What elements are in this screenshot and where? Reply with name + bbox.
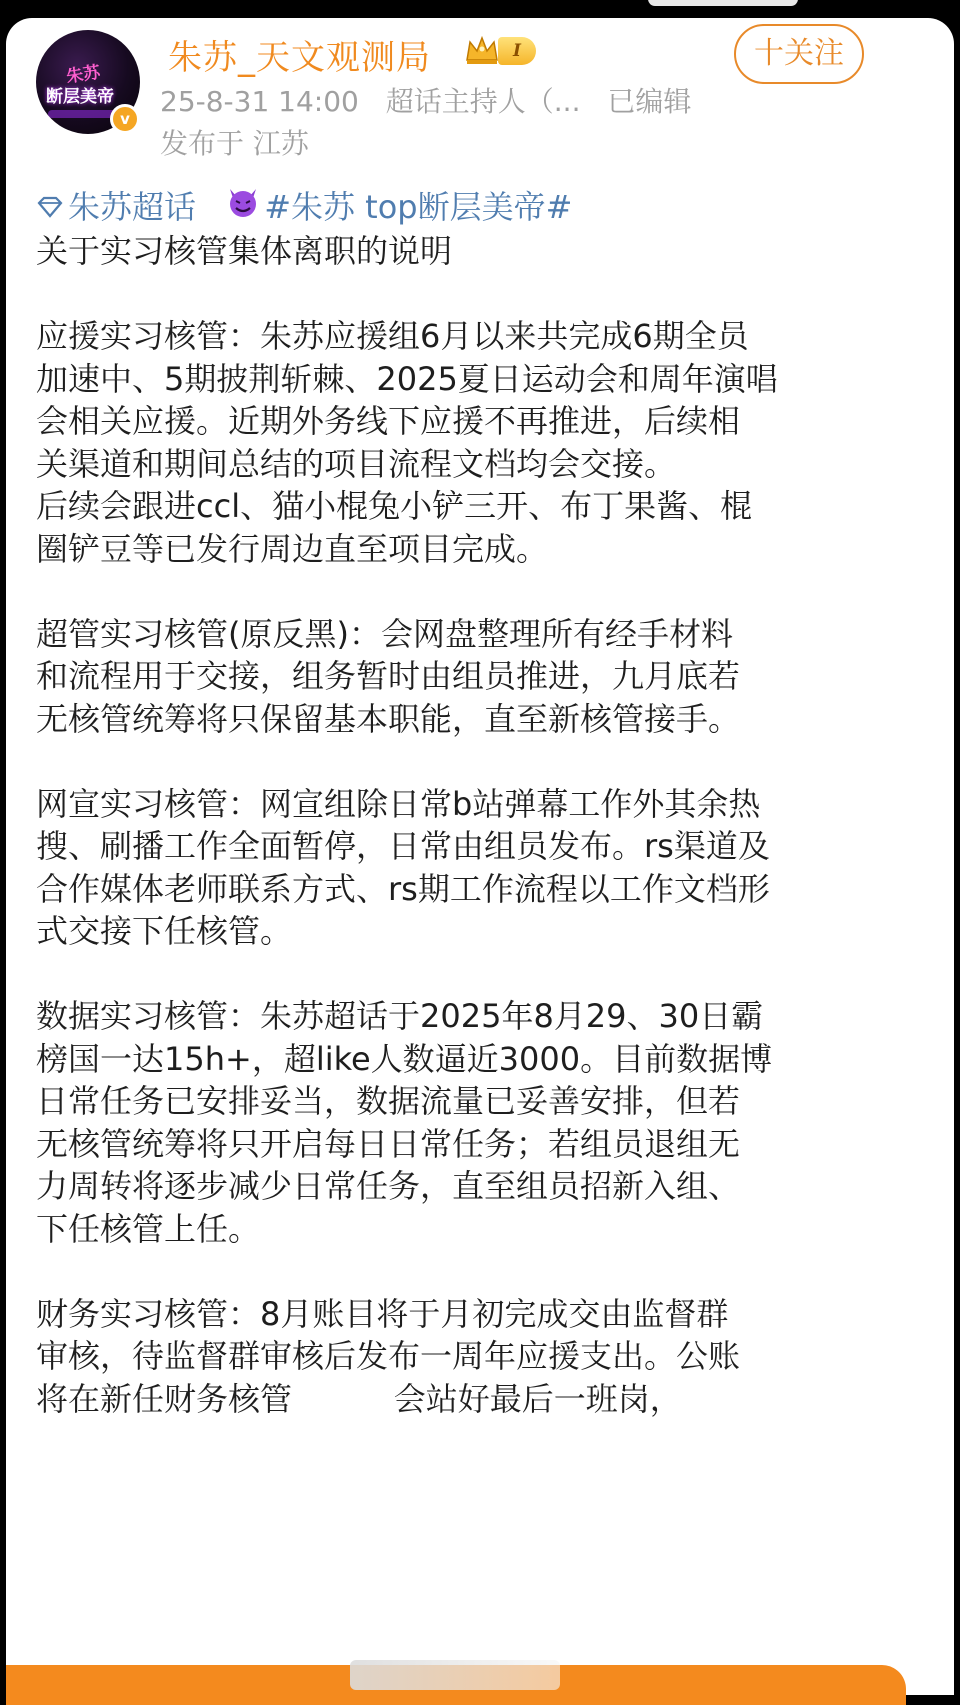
- avatar-text-top: 朱苏: [65, 62, 102, 88]
- paragraph-promotion: 网宣实习核管：网宣组除日常b站弹幕工作外其余热 搜、刷播工作全面暂停，日常由组员发布。rs渠道及 合作媒体老师联系方式、rs期工作流程以工作文档形 式交接下任核管。: [36, 784, 770, 950]
- paragraph-finance: 财务实习核管：8月账目将于月初完成交由监督群 审核，待监督群审核后发布一周年应援支出。公账 将在新任财务核管 会站好最后一班岗，: [36, 1294, 741, 1418]
- edited-label[interactable]: 已编辑: [607, 85, 692, 118]
- post-meta: [160, 80, 709, 120]
- paragraph-data: 数据实习核管：朱苏超话于2025年8月29、30日霸 榜国一达15h+，超like人数逼近3000。目前数据博 日常任务已安排妥当，数据流量已妥善安排，但若 无核管统筹将只开启每日日常任务；若组员退组无 力周转将逐步减少日常任务，直至组员招新入组、 下任核管上任。: [36, 997, 773, 1248]
- verified-badge-icon: v: [110, 104, 140, 134]
- post-card: [6, 18, 954, 1695]
- post-title: 关于实习核管集体离职的说明: [36, 232, 453, 270]
- follow-button[interactable]: 十关注: [734, 24, 864, 84]
- paragraph-gap: [36, 953, 926, 996]
- paragraph-super-admin: 超管实习核管(原反黑)：会网盘整理所有经手材料 和流程用于交接，组务暂时由组员推进，九月底若 无核管统筹将只保留基本职能，直至新核管接手。: [36, 614, 741, 738]
- avatar-text-bottom: 断层美帝: [46, 87, 114, 107]
- supertopic-link[interactable]: 朱苏超话: [68, 188, 197, 226]
- devil-emoji-icon: [226, 186, 260, 218]
- paragraph-gap: [36, 570, 926, 613]
- status-pill: [648, 0, 798, 6]
- post-location: 发布于 江苏: [160, 127, 309, 160]
- paragraph-support: 应援实习核管：朱苏应援组6月以来共完成6期全员 加速中、5期披荆斩棘、2025夏日运动会和周年演唱 会相关应援。近期外务线下应援不再推进，后续相 关渠道和期间总结的项目流程文档均会交接。 后续会跟进ccl、猫小棍兔小铲三开、布丁果酱、棍 圈铲豆等已发行周边直至项目完成。: [36, 317, 778, 568]
- author-role[interactable]: 超话主持人（...: [385, 85, 581, 118]
- post-body: [36, 230, 926, 1420]
- overlay-smudge: [350, 1660, 560, 1690]
- author-username[interactable]: 朱苏_天文观测局: [168, 38, 431, 78]
- paragraph-gap: [36, 273, 926, 316]
- paragraph-gap: [36, 740, 926, 783]
- level-badge: I: [498, 37, 536, 65]
- topic-links: [36, 182, 572, 228]
- paragraph-gap: [36, 1250, 926, 1293]
- hashtag-link[interactable]: #朱苏 top断层美帝#: [264, 188, 573, 226]
- post-timestamp: 25-8-31 14:00: [160, 85, 359, 118]
- supertopic-gem-icon: [36, 196, 64, 218]
- crown-icon: [464, 34, 500, 66]
